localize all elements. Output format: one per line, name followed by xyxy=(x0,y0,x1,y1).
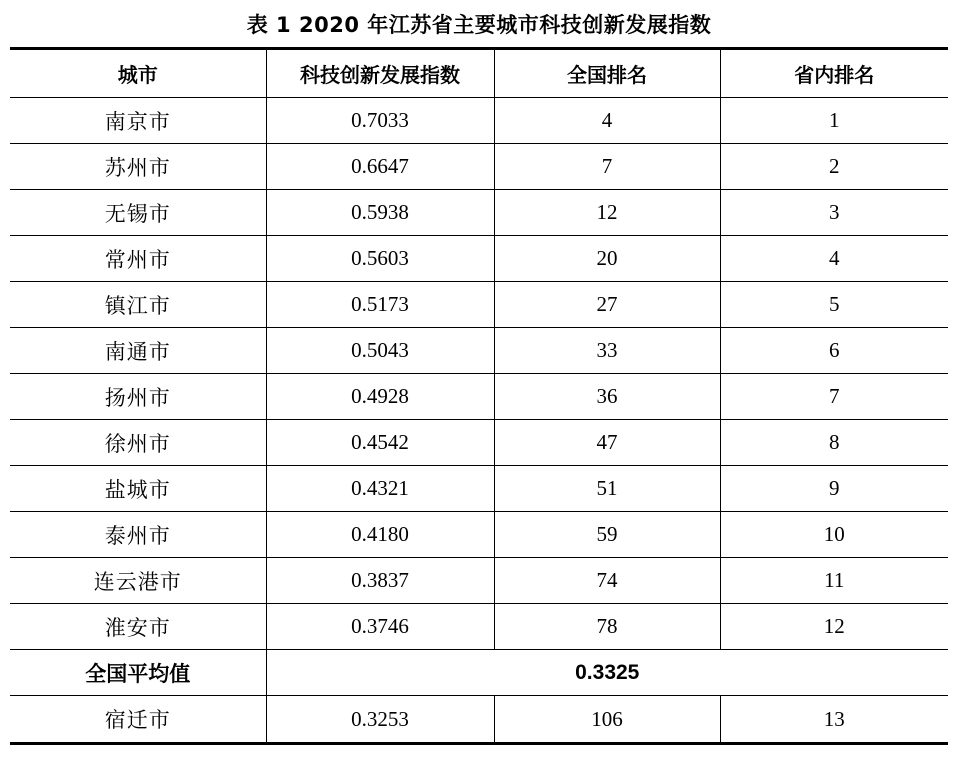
cell-province-rank: 12 xyxy=(720,604,948,650)
city-index-table xyxy=(10,47,948,745)
cell-province-rank: 1 xyxy=(720,98,948,144)
table-row xyxy=(10,466,948,512)
table-row xyxy=(10,98,948,144)
cell-city: 泰州市 xyxy=(10,512,266,558)
table-row xyxy=(10,328,948,374)
table-caption: 表 1 2020 年江苏省主要城市科技创新发展指数 xyxy=(246,13,712,37)
column-header-index: 科技创新发展指数 xyxy=(266,49,494,98)
cell-index: 0.4180 xyxy=(266,512,494,558)
cell-national-rank: 78 xyxy=(494,604,720,650)
cell-city: 盐城市 xyxy=(10,466,266,512)
cell-city: 无锡市 xyxy=(10,190,266,236)
cell-national-rank: 20 xyxy=(494,236,720,282)
cell-index: 0.5603 xyxy=(266,236,494,282)
cell-national-rank: 7 xyxy=(494,144,720,190)
national-average-label: 全国平均值 xyxy=(10,650,266,696)
table-row xyxy=(10,604,948,650)
cell-province-rank: 8 xyxy=(720,420,948,466)
cell-province-rank: 3 xyxy=(720,190,948,236)
cell-province-rank: 7 xyxy=(720,374,948,420)
cell-province-rank: 6 xyxy=(720,328,948,374)
national-average-value: 0.3325 xyxy=(266,650,948,696)
cell-national-rank: 36 xyxy=(494,374,720,420)
cell-index: 0.3746 xyxy=(266,604,494,650)
cell-province-rank: 2 xyxy=(720,144,948,190)
cell-index: 0.4928 xyxy=(266,374,494,420)
cell-province-rank: 9 xyxy=(720,466,948,512)
cell-city: 苏州市 xyxy=(10,144,266,190)
cell-national-rank: 27 xyxy=(494,282,720,328)
cell-index: 0.5938 xyxy=(266,190,494,236)
table-row xyxy=(10,190,948,236)
cell-city: 南京市 xyxy=(10,98,266,144)
cell-national-rank: 106 xyxy=(494,696,720,744)
table-row xyxy=(10,282,948,328)
cell-city: 徐州市 xyxy=(10,420,266,466)
cell-national-rank: 4 xyxy=(494,98,720,144)
cell-city: 连云港市 xyxy=(10,558,266,604)
column-header-national-rank: 全国排名 xyxy=(494,49,720,98)
table-row xyxy=(10,236,948,282)
cell-national-rank: 51 xyxy=(494,466,720,512)
cell-index: 0.6647 xyxy=(266,144,494,190)
column-header-city: 城市 xyxy=(10,49,266,98)
table-row xyxy=(10,696,948,744)
cell-index: 0.5043 xyxy=(266,328,494,374)
cell-city: 南通市 xyxy=(10,328,266,374)
cell-national-rank: 47 xyxy=(494,420,720,466)
cell-index: 0.5173 xyxy=(266,282,494,328)
cell-national-rank: 74 xyxy=(494,558,720,604)
cell-index: 0.7033 xyxy=(266,98,494,144)
cell-province-rank: 10 xyxy=(720,512,948,558)
cell-city: 常州市 xyxy=(10,236,266,282)
cell-index: 0.4321 xyxy=(266,466,494,512)
table-row xyxy=(10,558,948,604)
cell-city: 镇江市 xyxy=(10,282,266,328)
cell-city: 淮安市 xyxy=(10,604,266,650)
national-average-row xyxy=(10,650,948,696)
cell-province-rank: 13 xyxy=(720,696,948,744)
cell-city: 扬州市 xyxy=(10,374,266,420)
cell-national-rank: 12 xyxy=(494,190,720,236)
table-row xyxy=(10,144,948,190)
cell-index: 0.3837 xyxy=(266,558,494,604)
table-header-row xyxy=(10,49,948,98)
cell-province-rank: 5 xyxy=(720,282,948,328)
table-row xyxy=(10,374,948,420)
cell-national-rank: 33 xyxy=(494,328,720,374)
cell-province-rank: 4 xyxy=(720,236,948,282)
cell-index: 0.3253 xyxy=(266,696,494,744)
table-row xyxy=(10,420,948,466)
cell-city: 宿迁市 xyxy=(10,696,266,744)
cell-index: 0.4542 xyxy=(266,420,494,466)
column-header-province-rank: 省内排名 xyxy=(720,49,948,98)
cell-province-rank: 11 xyxy=(720,558,948,604)
table-row xyxy=(10,512,948,558)
cell-national-rank: 59 xyxy=(494,512,720,558)
